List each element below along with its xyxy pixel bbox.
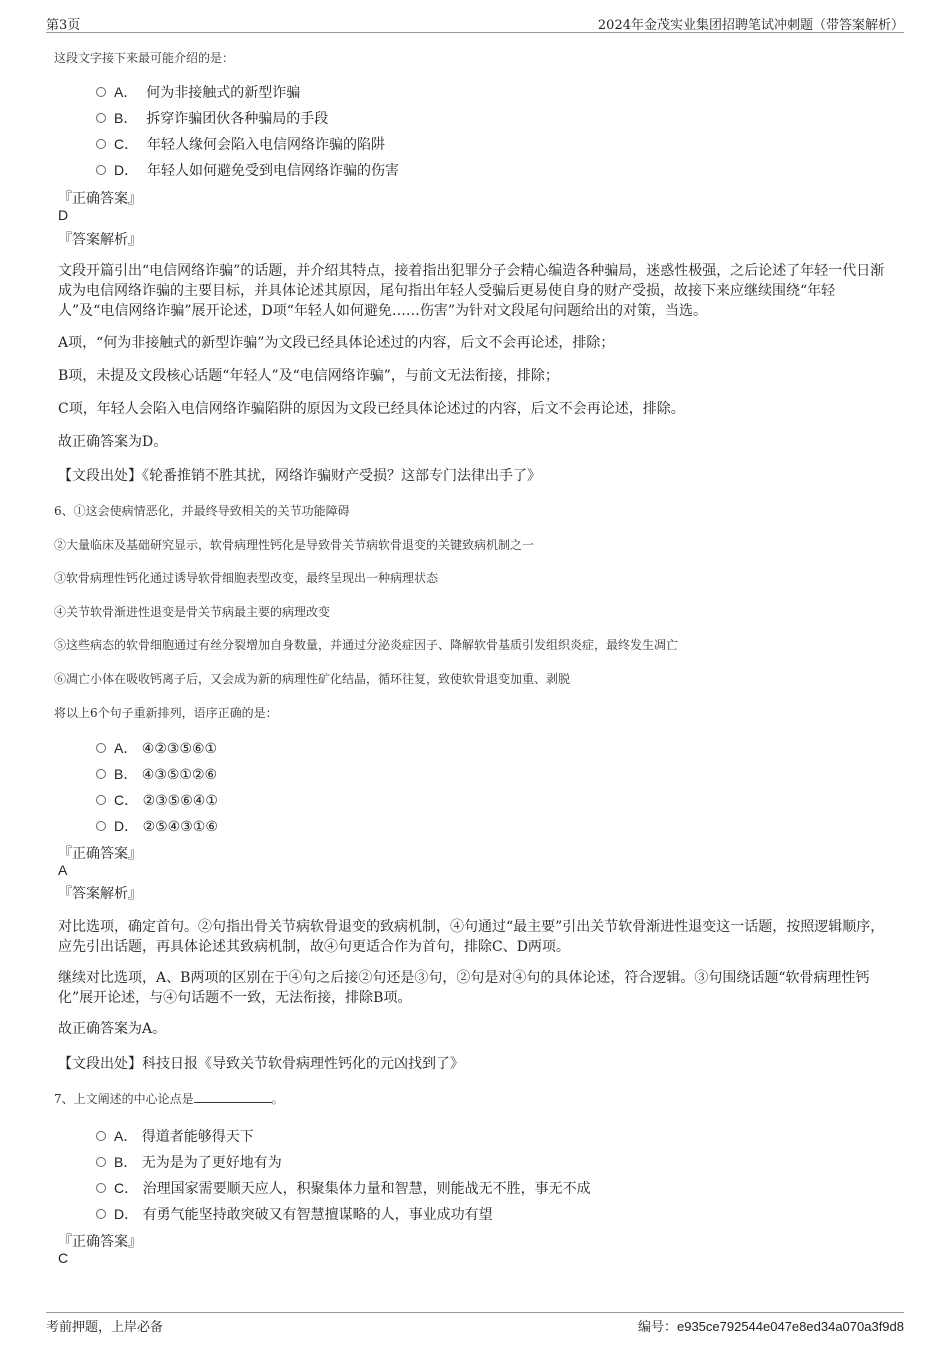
q6-option-b[interactable]: B． ④③⑤①②⑥ (96, 764, 217, 784)
q6-answer: A (58, 862, 68, 878)
q6-option-a[interactable]: A． ④②③⑤⑥① (96, 738, 217, 758)
q7-prompt: 7、上文阐述的中心论点是 。 (54, 1092, 284, 1106)
q6-source: 【文段出处】科技日报《导致关节软骨病理性钙化的元凶找到了》 (58, 1056, 464, 1072)
q6-analysis-label: 『答案解析』 (58, 886, 142, 902)
page-footer (46, 1312, 904, 1337)
q5-answer: D (58, 207, 69, 223)
footer-note: 考前押题，上岸必备 (46, 1320, 164, 1335)
radio-icon[interactable] (96, 821, 106, 831)
radio-icon[interactable] (96, 743, 106, 753)
radio-icon[interactable] (96, 113, 106, 123)
radio-icon[interactable] (96, 1131, 106, 1141)
q5-option-b[interactable]: B． 拆穿诈骗团伙各种骗局的手段 (96, 108, 328, 128)
page-number: 第3页 (46, 18, 81, 33)
q6-sentence: 6、①这会使病情恶化，并最终导致相关的关节功能障碍 (54, 504, 350, 518)
q5-answer-label: 『正确答案』 (58, 191, 142, 207)
q5-option-a[interactable]: A． 何为非接触式的新型诈骗 (96, 82, 300, 102)
q5-analysis-para: B项，未提及文段核心话题“年轻人”及“电信网络诈骗”，与前文无法衔接，排除； (58, 368, 559, 384)
q6-sentence: ③软骨病理性钙化通过诱导软骨细胞表型改变，最终呈现出一种病理状态 (54, 571, 439, 585)
page-header (46, 12, 904, 33)
q5-analysis-para: C项，年轻人会陷入电信网络诈骗陷阱的原因为文段已经具体论述过的内容，后文不会再论述，排除。 (58, 401, 685, 417)
q6-option-d[interactable]: D． ②⑤④③①⑥ (96, 816, 218, 836)
q6-sentence: ②大量临床及基础研究显示，软骨病理性钙化是导致骨关节病软骨退变的关键致病机制之一 (54, 538, 535, 552)
answer-blank (194, 1090, 272, 1103)
radio-icon[interactable] (96, 795, 106, 805)
q6-option-c[interactable]: C． ②③⑤⑥④① (96, 790, 218, 810)
q5-analysis-para: 文段开篇引出“电信网络诈骗”的话题，并介绍其特点，接着指出犯罪分子会精心编造各种骗局，迷惑性极强，之后论述了年轻一代日渐成为电信网络诈骗的主要目标，并具体论述其原因，尾句指出年轻人受骗后更易使自身的财产受损，故接下来应继续围绕“年轻人”及“电信网络诈骗”展开论述，D项“年轻人如何避免……伤害”为针对文段尾句问题给出的对策，当选。 (58, 263, 885, 319)
radio-icon[interactable] (96, 165, 106, 175)
q7-option-a[interactable]: A． 得道者能够得天下 (96, 1126, 254, 1146)
q7-option-d[interactable]: D． 有勇气能坚持敢突破又有智慧擅谋略的人，事业成功有望 (96, 1204, 493, 1224)
q5-source: 【文段出处】《轮番推销不胜其扰，网络诈骗财产受损？这部专门法律出手了》 (58, 468, 541, 484)
q6-answer-label: 『正确答案』 (58, 846, 142, 862)
q5-option-d[interactable]: D． 年轻人如何避免受到电信网络诈骗的伤害 (96, 160, 399, 180)
q7-option-c[interactable]: C． 治理国家需要顺天应人，积聚集体力量和智慧，则能战无不胜，事无不成 (96, 1178, 591, 1198)
radio-icon[interactable] (96, 139, 106, 149)
document-id: 编号：e935ce792544e047e8ed34a070a3f9d8 (637, 1319, 904, 1334)
q6-sentence: ⑤这些病态的软骨细胞通过有丝分裂增加自身数量，并通过分泌炎症因子、降解软骨基质引发组织炎症，最终发生凋亡 (54, 638, 679, 652)
q6-analysis-para: 继续对比选项，A、B两项的区别在于④句之后接②句还是③句，②句是对④句的具体论述，符合逻辑。③句围绕话题“软骨病理性钙化”展开论述，与④句话题不一致，无法衔接，排除B项。 (58, 970, 870, 1006)
q5-option-c[interactable]: C． 年轻人缘何会陷入电信网络诈骗的陷阱 (96, 134, 385, 154)
q7-option-b[interactable]: B． 无为是为了更好地有为 (96, 1152, 282, 1172)
radio-icon[interactable] (96, 87, 106, 97)
q5-prompt: 这段文字接下来最可能介绍的是： (54, 51, 235, 65)
q7-answer-label: 『正确答案』 (58, 1234, 142, 1250)
q6-analysis-para: 对比选项，确定首句。②句指出骨关节病软骨退变的致病机制，④句通过“最主要”引出关节软骨渐进性退变这一话题，按照逻辑顺序，应先引出话题，再具体论述其致病机制，故④句更适合作为首句，排除C、D两项。 (58, 919, 885, 955)
q6-prompt: 将以上6个句子重新排列，语序正确的是： (54, 706, 278, 720)
radio-icon[interactable] (96, 1209, 106, 1219)
q5-analysis-para: A项，“何为非接触式的新型诈骗”为文段已经具体论述过的内容，后文不会再论述，排除； (58, 335, 615, 351)
q7-answer: C (58, 1250, 69, 1266)
radio-icon[interactable] (96, 769, 106, 779)
q5-analysis-label: 『答案解析』 (58, 232, 142, 248)
q6-sentence: ⑥凋亡小体在吸收钙离子后，又会成为新的病理性矿化结晶，循环往复，致使软骨退变加重、剥脱 (54, 672, 571, 686)
q5-analysis-para: 故正确答案为D。 (58, 434, 168, 450)
q6-analysis-para: 故正确答案为A。 (58, 1021, 167, 1037)
document-title: 2024年金茂实业集团招聘笔试冲刺题（带答案解析） (597, 18, 904, 33)
radio-icon[interactable] (96, 1157, 106, 1167)
radio-icon[interactable] (96, 1183, 106, 1193)
q6-sentence: ④关节软骨渐进性退变是骨关节病最主要的病理改变 (54, 605, 331, 619)
